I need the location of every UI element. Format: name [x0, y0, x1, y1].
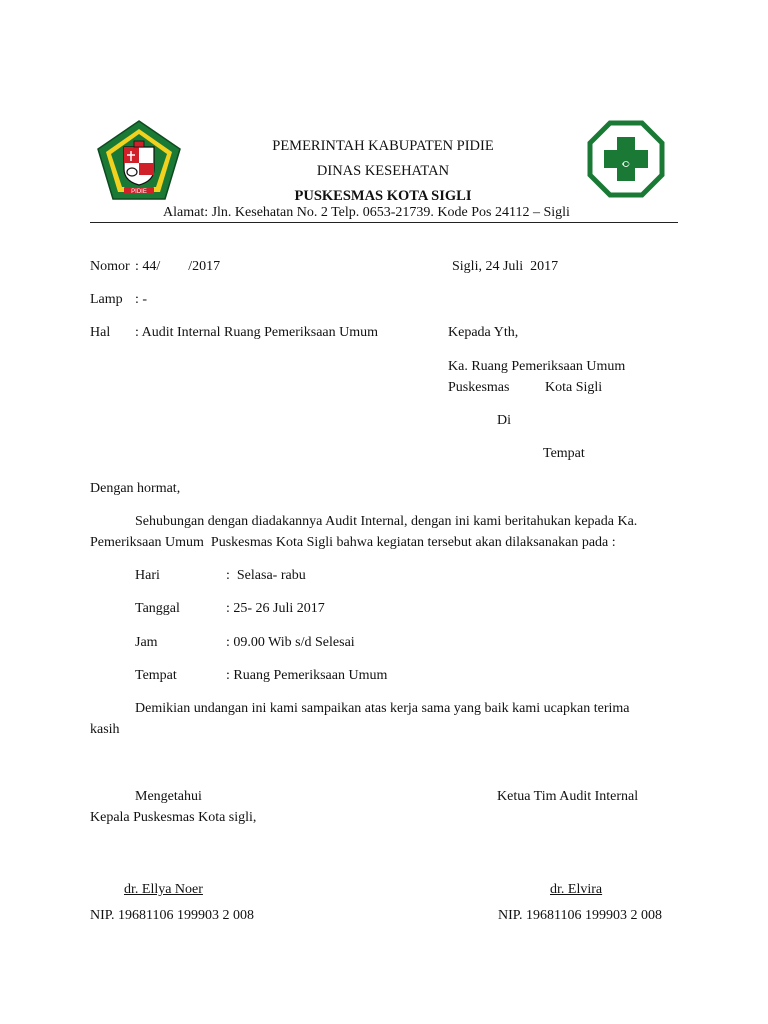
detail-label-tanggal: Tanggal [135, 601, 180, 616]
closing-line-2: kasih [90, 722, 120, 737]
closing-line-1: Demikian undangan ini kami sampaikan atas kerja sama yang baik kami ucapkan terima [135, 701, 630, 716]
detail-value-jam: : 09.00 Wib s/d Selesai [226, 635, 355, 650]
letter-date: Sigli, 24 Juli 2017 [452, 259, 559, 274]
recipient-greeting: Kepada Yth, [448, 325, 519, 340]
recipient-line-2b: Kota Sigli [545, 380, 603, 395]
kop-line-3: PUSKESMAS KOTA SIGLI [294, 188, 472, 204]
recipient-line-2a: Puskesmas [448, 380, 510, 395]
letterhead-divider [90, 222, 678, 223]
hal-label: Hal [90, 325, 111, 340]
recipient-di: Di [497, 413, 511, 428]
left-signatory-title-1: Mengetahui [135, 789, 202, 804]
kop-line-1: PEMERINTAH KABUPATEN PIDIE [272, 138, 494, 154]
pidie-crest-logo [96, 119, 182, 201]
detail-label-jam: Jam [135, 635, 158, 650]
right-signatory-nip: NIP. 19681106 199903 2 008 [498, 908, 662, 923]
left-signatory-name-text: dr. Ellya Noer [124, 882, 203, 897]
nomor-label: Nomor [90, 259, 130, 274]
salutation: Dengan hormat, [90, 481, 181, 496]
right-signatory-name: dr. Elvira [550, 882, 603, 897]
detail-value-tanggal: : 25- 26 Juli 2017 [226, 601, 325, 616]
recipient-line-1: Ka. Ruang Pemeriksaan Umum [448, 359, 626, 374]
lamp-value: : - [135, 292, 148, 307]
recipient-tempat: Tempat [543, 446, 585, 461]
detail-value-tempat: : Ruang Pemeriksaan Umum [226, 668, 388, 683]
kop-address: Alamat: Jln. Kesehatan No. 2 Telp. 0653-21739. Kode Pos 24112 – Sigli [163, 205, 570, 220]
right-signatory-title: Ketua Tim Audit Internal [497, 789, 639, 804]
left-signatory-nip: NIP. 19681106 199903 2 008 [90, 908, 254, 923]
kop-line-2: DINAS KESEHATAN [316, 163, 450, 179]
detail-label-tempat: Tempat [135, 668, 177, 683]
puskesmas-cross-logo [586, 119, 666, 199]
lamp-label: Lamp [90, 292, 123, 307]
hal-value: : Audit Internal Ruang Pemeriksaan Umum [135, 325, 379, 340]
left-signatory-name [124, 883, 226, 897]
detail-value-hari: : Selasa- rabu [226, 568, 306, 583]
left-signatory-title-2: Kepala Puskesmas Kota sigli, [90, 810, 257, 825]
detail-label-hari: Hari [135, 568, 160, 583]
crest-ribbon-text: PIDIE [131, 189, 147, 195]
paragraph-1-line-1: Sehubungan dengan diadakannya Audit Internal, dengan ini kami beritahukan kepada Ka. [135, 514, 638, 529]
nomor-value: : 44/ /2017 [135, 259, 221, 274]
paragraph-1-line-2: Pemeriksaan Umum Puskesmas Kota Sigli bahwa kegiatan tersebut akan dilaksanakan pada : [90, 535, 616, 550]
